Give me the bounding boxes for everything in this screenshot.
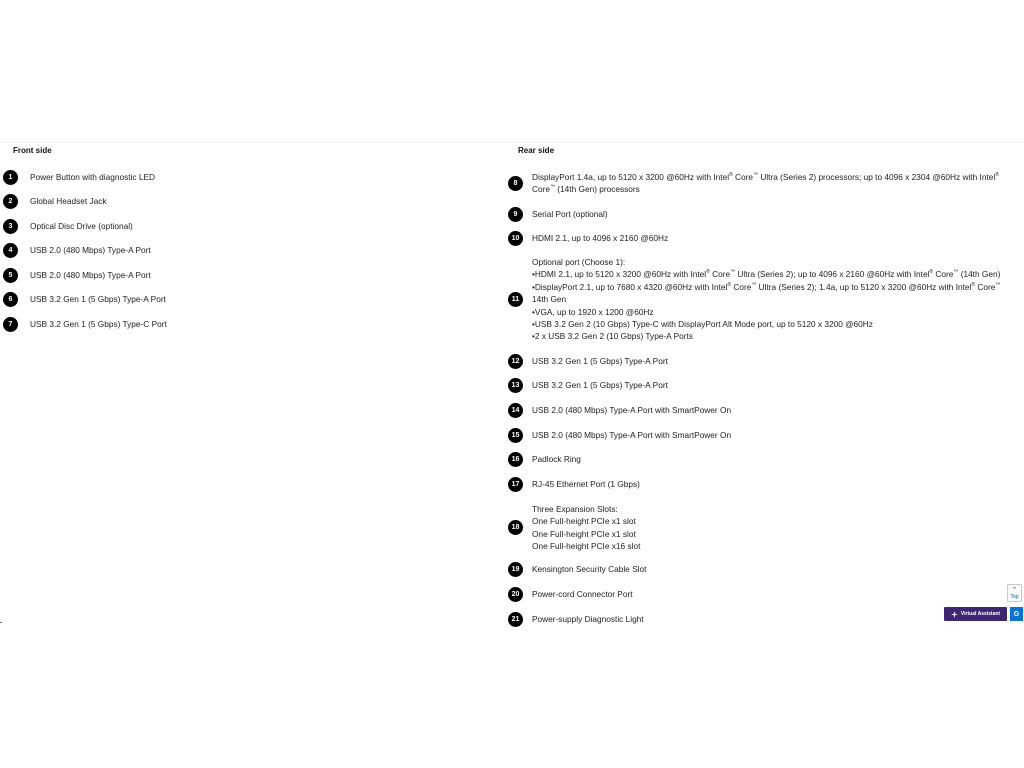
front-side-title: Front side	[13, 146, 52, 155]
rear-item	[508, 587, 1007, 602]
front-item	[3, 317, 167, 332]
option-hdmi: •HDMI 2.1, up to 5120 x 3200 @60Hz with Intel® Core™ Ultra (Series 2); up to 4096 x 2160 @60Hz with Intel® Core™ (14th Gen)	[532, 269, 1001, 280]
item-number-badge: 5	[3, 268, 18, 283]
blank-header-area	[0, 0, 1024, 142]
option-usb-c: •USB 3.2 Gen 2 (10 Gbps) Type-C with DisplayPort Alt Mode port, up to 5120 x 3200 @60Hz	[532, 319, 873, 330]
item-number-badge: 3	[3, 219, 18, 234]
item-label: DisplayPort 1.4a, up to 5120 x 3200 @60Hz with Intel® Core™ Ultra (Series 2) processors; up to 4096 x 2304 @60Hz with Intel® Core™ (14th Gen) processors	[532, 172, 999, 195]
item-number-badge: 20	[508, 587, 523, 602]
rear-item	[508, 428, 1007, 443]
option-displayport: •DisplayPort 2.1, up to 7680 x 4320 @60Hz with Intel® Core™ Ultra (Series 2); 1.4a, up to 5120 x 3200 @60Hz with Intel® Core™ 14th Gen	[532, 281, 1001, 305]
g-label: G	[1013, 610, 1020, 618]
front-item	[3, 194, 107, 209]
item-label: USB 2.0 (480 Mbps) Type-A Port	[30, 245, 151, 256]
rear-side-title: Rear side	[518, 146, 555, 155]
front-item	[3, 292, 166, 307]
item-label: Serial Port (optional)	[532, 209, 608, 220]
edge-marker	[0, 622, 2, 623]
item-number-badge: 12	[508, 354, 523, 369]
back-to-top-label: Top	[1010, 593, 1019, 600]
item-number-badge: 18	[508, 520, 523, 535]
item-number-badge: 15	[508, 428, 523, 443]
rear-item	[508, 378, 1007, 393]
front-item	[3, 219, 133, 234]
sparkle-icon	[951, 611, 958, 618]
item-number-badge: 4	[3, 243, 18, 258]
rear-item	[508, 452, 1007, 467]
item-label	[532, 256, 1007, 343]
item-label: USB 3.2 Gen 1 (5 Gbps) Type-C Port	[30, 319, 167, 330]
item-label	[532, 503, 1007, 553]
item-number-badge: 17	[508, 477, 523, 492]
item-number-badge: 8	[508, 176, 523, 191]
rear-item	[508, 612, 1007, 627]
item-label: USB 3.2 Gen 1 (5 Gbps) Type-A Port	[532, 380, 668, 391]
slot-line: Three Expansion Slots:	[532, 504, 618, 514]
slot-line: One Full-height PCIe x1 slot	[532, 528, 636, 539]
virtual-assistant-button[interactable]	[944, 607, 1007, 621]
item-label: Power-cord Connector Port	[532, 589, 633, 600]
item-label: Power-supply Diagnostic Light	[532, 614, 644, 625]
virtual-assistant-label: Virtual Assistant	[960, 611, 1001, 617]
option-usb-a: •2 x USB 3.2 Gen 2 (10 Gbps) Type-A Ports	[532, 331, 693, 342]
item-number-badge: 19	[508, 562, 523, 577]
rear-item	[508, 477, 1007, 492]
item-number-badge: 7	[3, 317, 18, 332]
rear-item	[508, 503, 1007, 553]
slot-line: One Full-height PCIe x16 slot	[532, 541, 641, 552]
item-number-badge: 11	[508, 292, 523, 307]
option-heading: Optional port (Choose 1):	[532, 257, 626, 267]
item-label: USB 3.2 Gen 1 (5 Gbps) Type-A Port	[30, 294, 166, 305]
front-item	[3, 268, 151, 283]
slot-line: One Full-height PCIe x1 slot	[532, 516, 636, 527]
item-label: HDMI 2.1, up to 4096 x 2160 @60Hz	[532, 233, 669, 244]
item-label: Kensington Security Cable Slot	[532, 564, 647, 575]
item-number-badge: 1	[3, 170, 18, 185]
rear-item	[508, 354, 1007, 369]
front-item	[3, 170, 155, 185]
item-number-badge: 10	[508, 231, 523, 246]
item-label: USB 2.0 (480 Mbps) Type-A Port with SmartPower On	[532, 405, 732, 416]
rear-item	[508, 562, 1007, 577]
port-spec-section	[0, 142, 1024, 627]
item-label: Padlock Ring	[532, 454, 581, 465]
g-widget-button[interactable]	[1010, 607, 1023, 621]
item-number-badge: 6	[3, 292, 18, 307]
item-number-badge: 21	[508, 612, 523, 627]
item-label: Power Button with diagnostic LED	[30, 172, 155, 183]
item-label: USB 3.2 Gen 1 (5 Gbps) Type-A Port	[532, 356, 668, 367]
item-label: Global Headset Jack	[30, 196, 107, 207]
item-number-badge: 14	[508, 403, 523, 418]
item-label: Optical Disc Drive (optional)	[30, 221, 133, 232]
item-number-badge: 9	[508, 207, 523, 222]
chevron-up-icon: ⌃	[1011, 586, 1018, 594]
item-label: USB 2.0 (480 Mbps) Type-A Port	[30, 270, 151, 281]
item-number-badge: 13	[508, 378, 523, 393]
front-item	[3, 243, 151, 258]
item-label: USB 2.0 (480 Mbps) Type-A Port with SmartPower On	[532, 430, 732, 441]
rear-item	[508, 207, 1007, 222]
rear-item	[508, 403, 1007, 418]
item-number-badge: 16	[508, 452, 523, 467]
back-to-top-button[interactable]	[1007, 584, 1022, 602]
item-number-badge: 2	[3, 194, 18, 209]
rear-item	[508, 231, 1007, 246]
item-label: RJ-45 Ethernet Port (1 Gbps)	[532, 479, 640, 490]
option-vga: •VGA, up to 1920 x 1200 @60Hz	[532, 306, 654, 317]
rear-item	[508, 256, 1007, 343]
rear-item	[508, 171, 1007, 196]
